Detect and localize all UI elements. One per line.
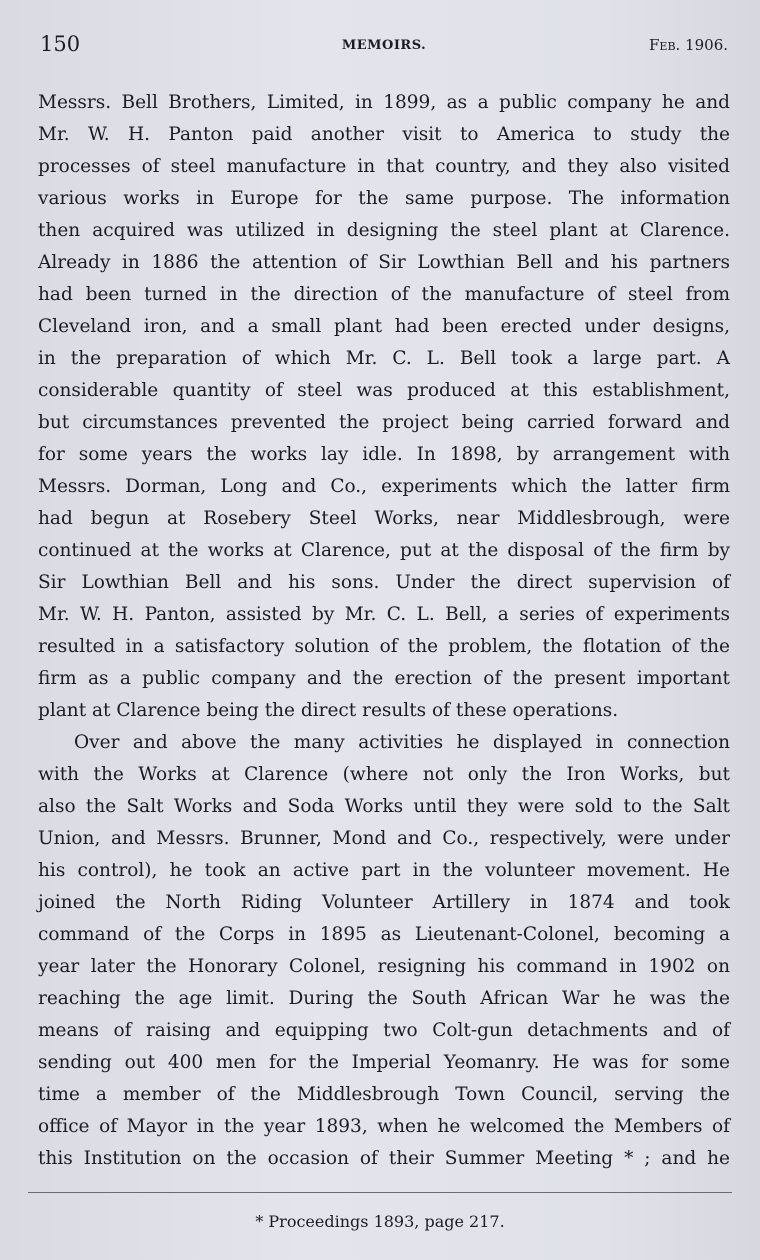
text-line: Sir Lowthian Bell and his sons. Under the direct supervision of bbox=[38, 572, 730, 593]
text-line: this Institution on the occasion of their Summer Meeting * ; and he bbox=[38, 1148, 730, 1169]
footnote-divider bbox=[28, 1192, 732, 1193]
issue-date: Feb. 1906. bbox=[649, 36, 728, 54]
text-line: Already in 1886 the attention of Sir Lowthian Bell and his partners bbox=[38, 252, 730, 273]
text-line: in the preparation of which Mr. C. L. Bell took a large part. A bbox=[38, 348, 730, 369]
text-line: reaching the age limit. During the South African War he was the bbox=[38, 988, 730, 1009]
running-header bbox=[40, 32, 728, 62]
text-line: firm as a public company and the erection of the present important bbox=[38, 668, 730, 689]
text-line: command of the Corps in 1895 as Lieutenant-Colonel, becoming a bbox=[38, 924, 730, 945]
text-line: means of raising and equipping two Colt-gun detachments and of bbox=[38, 1020, 730, 1041]
footnote: * Proceedings 1893, page 217. bbox=[255, 1212, 505, 1231]
page-number: 150 bbox=[40, 32, 81, 56]
text-line: his control), he took an active part in the volunteer movement. He bbox=[38, 860, 730, 881]
text-line: considerable quantity of steel was produced at this establishment, bbox=[38, 380, 730, 401]
text-line: resulted in a satisfactory solution of the problem, the flotation of the bbox=[38, 636, 730, 657]
text-line: then acquired was utilized in designing the steel plant at Clarence. bbox=[38, 220, 730, 241]
text-line: joined the North Riding Volunteer Artillery in 1874 and took bbox=[38, 892, 730, 913]
text-line: with the Works at Clarence (where not only the Iron Works, but bbox=[38, 764, 730, 785]
text-line: Cleveland iron, and a small plant had been erected under designs, bbox=[38, 316, 730, 337]
text-line: Union, and Messrs. Brunner, Mond and Co., respectively, were under bbox=[38, 828, 730, 849]
text-line: Messrs. Dorman, Long and Co., experiments which the latter firm bbox=[38, 476, 730, 497]
text-line: Mr. W. H. Panton, assisted by Mr. C. L. Bell, a series of experiments bbox=[38, 604, 730, 625]
text-line: Mr. W. H. Panton paid another visit to America to study the bbox=[38, 124, 730, 145]
text-line: year later the Honorary Colonel, resigning his command in 1902 on bbox=[38, 956, 730, 977]
text-line: sending out 400 men for the Imperial Yeomanry. He was for some bbox=[38, 1052, 730, 1073]
text-line: for some years the works lay idle. In 1898, by arrangement with bbox=[38, 444, 730, 465]
text-line: also the Salt Works and Soda Works until they were sold to the Salt bbox=[38, 796, 730, 817]
text-line: office of Mayor in the year 1893, when he welcomed the Members of bbox=[38, 1116, 730, 1137]
text-line: had begun at Rosebery Steel Works, near Middlesbrough, were bbox=[38, 508, 730, 529]
text-line: processes of steel manufacture in that country, and they also visited bbox=[38, 156, 730, 177]
text-line: Over and above the many activities he displayed in connection bbox=[74, 732, 730, 753]
text-line: had been turned in the direction of the manufacture of steel from bbox=[38, 284, 730, 305]
text-line: continued at the works at Clarence, put at the disposal of the firm by bbox=[38, 540, 730, 561]
running-title: MEMOIRS. bbox=[341, 38, 427, 53]
body-text bbox=[38, 87, 730, 1175]
text-line: time a member of the Middlesbrough Town Council, serving the bbox=[38, 1084, 730, 1105]
text-line: various works in Europe for the same purpose. The information bbox=[38, 188, 730, 209]
text-line: but circumstances prevented the project being carried forward and bbox=[38, 412, 730, 433]
text-line: Messrs. Bell Brothers, Limited, in 1899, as a public company he and bbox=[38, 92, 730, 113]
text-line: plant at Clarence being the direct results of these operations. bbox=[38, 700, 619, 721]
